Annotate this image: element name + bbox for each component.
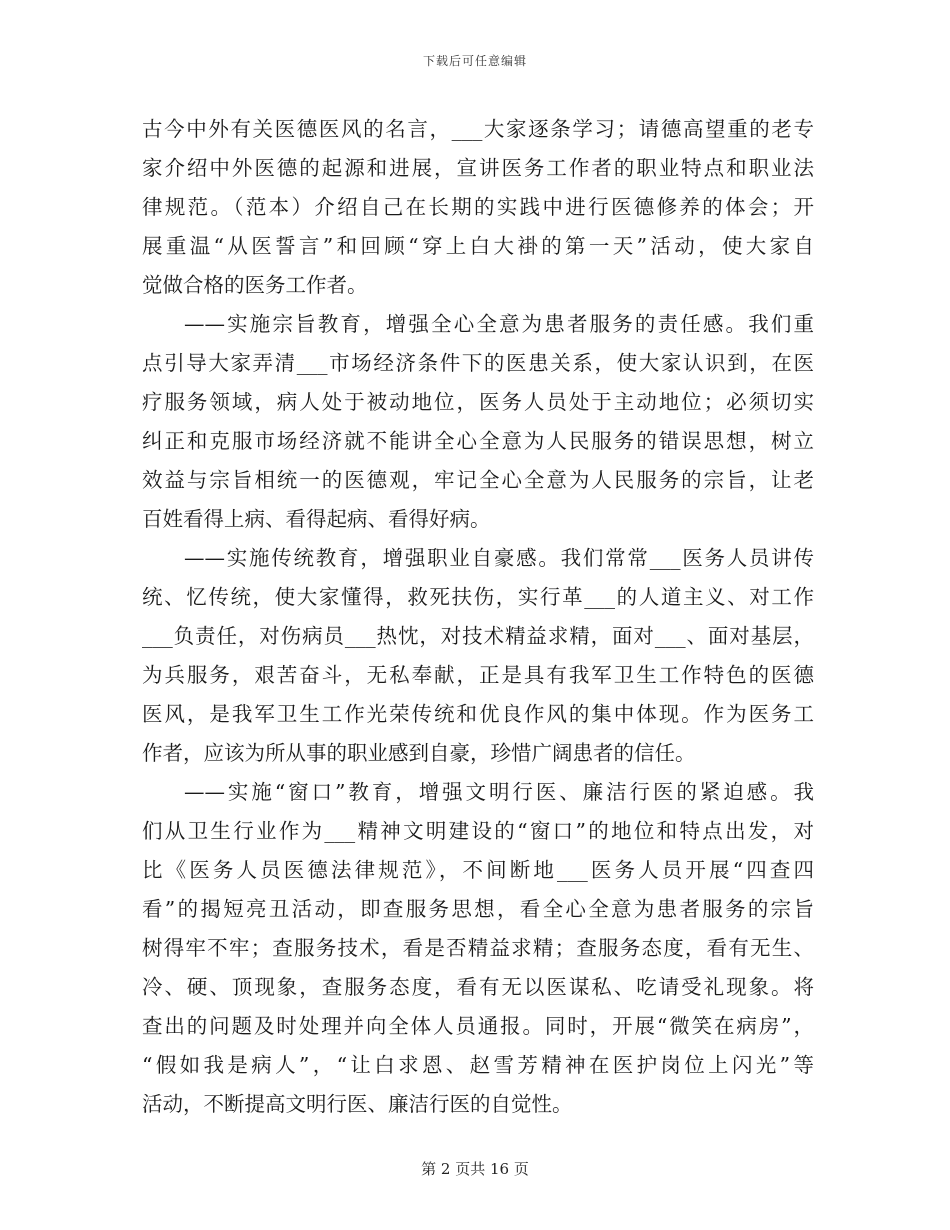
text-line: 医风，是我军卫生工作光荣传统和优良作风的集中体现。作为医务工 (142, 702, 814, 726)
header-note: 下载后可任意编辑 (422, 54, 527, 68)
text-line: 律规范。（范本）介绍自己在长期的实践中进行医德修养的体会；开 (142, 195, 814, 219)
text-line: 纠正和克服市场经济就不能讲全心全意为人民服务的错误思想，树立 (142, 429, 814, 453)
page-header (0, 52, 950, 69)
text-line: 点引导大家弄清___市场经济条件下的医患关系，使大家认识到，在医 (142, 351, 814, 375)
text-line: 统、忆传统，使大家懂得，救死扶伤，实行革___的人道主义、对工作 (142, 585, 814, 609)
paragraph-4 (142, 773, 814, 1124)
text-line: “假如我是病人”，“让白求恩、赵雪芳精神在医护岗位上闪光”等 (142, 1053, 814, 1077)
text-line: 觉做合格的医务工作者。 (142, 273, 368, 297)
text-line: 为兵服务，艰苦奋斗，无私奉献，正是具有我军卫生工作特色的医德 (142, 663, 814, 687)
text-line: 活动，不断提高文明行医、廉洁行医的自觉性。 (142, 1092, 573, 1116)
text-line: 展重温“从医誓言”和回顾“穿上白大褂的第一天”活动，使大家自 (142, 234, 814, 258)
paragraph-2 (142, 305, 814, 539)
text-line: 看”的揭短亮丑活动，即查服务思想，看全心全意为患者服务的宗旨 (142, 897, 814, 921)
page-footer (0, 1158, 950, 1179)
text-line: 百姓看得上病、看得起病、看得好病。 (142, 507, 491, 531)
paragraph-3 (142, 539, 814, 773)
text-line: 家介绍中外医德的起源和进展，宣讲医务工作者的职业特点和职业法 (142, 156, 814, 180)
text-line: ——实施宗旨教育，增强全心全意为患者服务的责任感。我们重 (184, 312, 814, 336)
document-body (142, 110, 814, 1124)
text-line: 古今中外有关医德医风的名言，___大家逐条学习；请德高望重的老专 (142, 117, 814, 141)
text-line: 作者，应该为所从事的职业感到自豪，珍惜广阔患者的信任。 (142, 741, 696, 765)
text-line: 比《医务人员医德法律规范》，不间断地___医务人员开展“四查四 (142, 858, 814, 882)
text-line: ——实施传统教育，增强职业自豪感。我们常常___医务人员讲传 (184, 546, 814, 570)
text-line: ——实施“窗口”教育，增强文明行医、廉洁行医的紧迫感。我 (184, 780, 814, 804)
page-number: 第 2 页共 16 页 (421, 1160, 529, 1178)
text-line: 疗服务领域，病人处于被动地位，医务人员处于主动地位；必须切实 (142, 390, 814, 414)
text-line: ___负责任，对伤病员___热忱，对技术精益求精，面对___、面对基层， (142, 624, 814, 648)
paragraph-1 (142, 110, 814, 305)
text-line: 查出的问题及时处理并向全体人员通报。同时，开展“微笑在病房”， (142, 1014, 814, 1038)
text-line: 们从卫生行业作为___精神文明建设的“窗口”的地位和特点出发，对 (142, 819, 814, 843)
text-line: 效益与宗旨相统一的医德观，牢记全心全意为人民服务的宗旨，让老 (142, 468, 814, 492)
text-line: 树得牢不牢；查服务技术，看是否精益求精；查服务态度，看有无生、 (142, 936, 814, 960)
text-line: 冷、硬、顶现象，查服务态度，看有无以医谋私、吃请受礼现象。将 (142, 975, 814, 999)
